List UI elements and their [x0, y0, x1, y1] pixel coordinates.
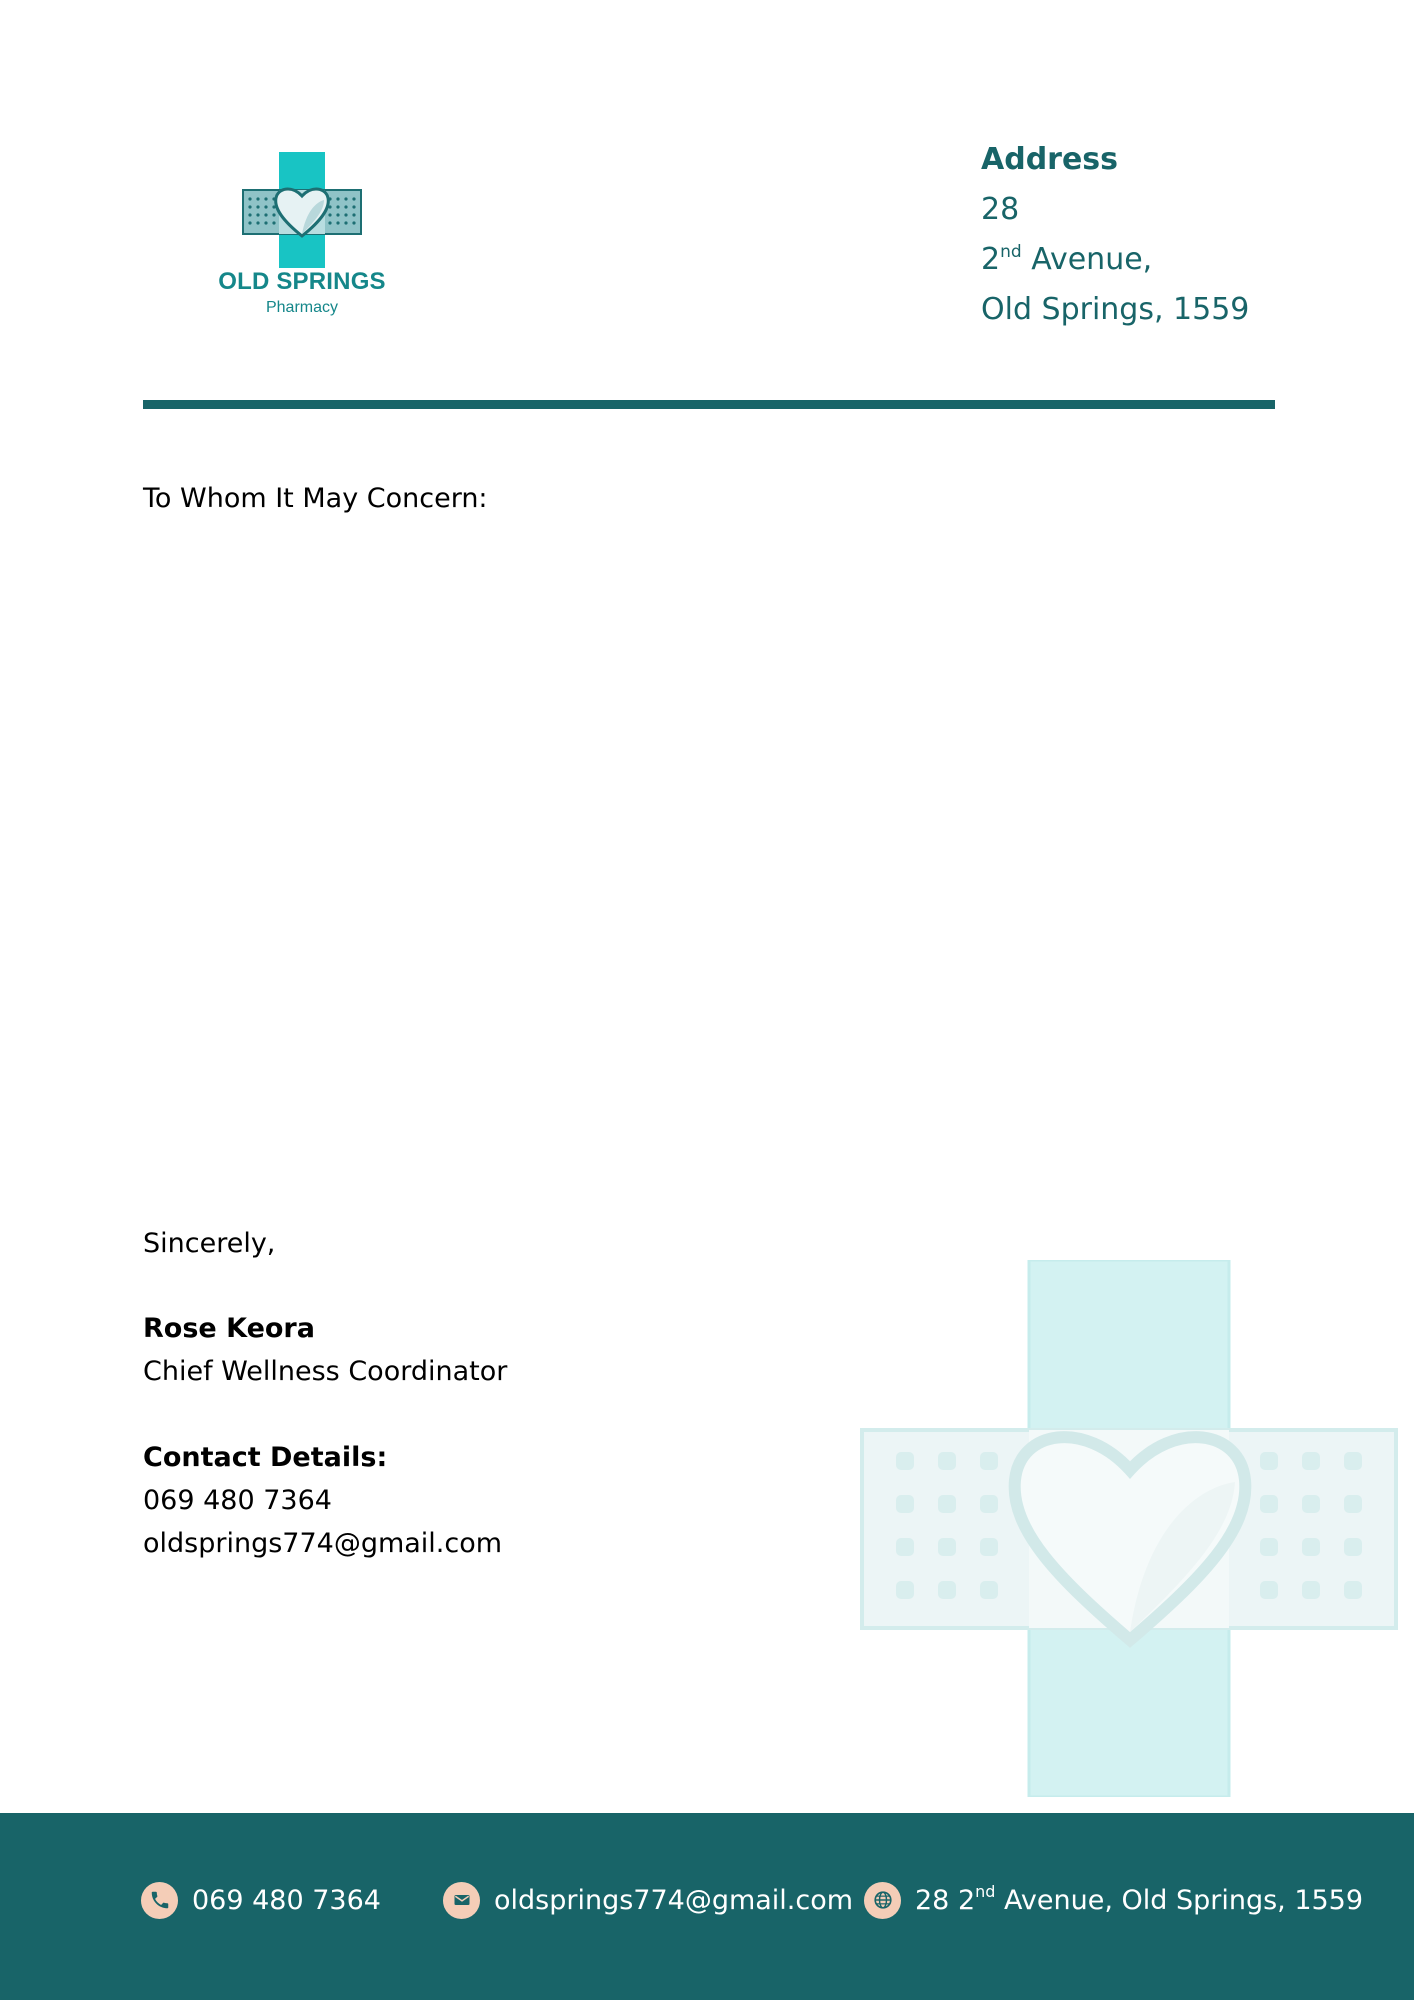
address-street-name: Avenue,: [1021, 242, 1153, 277]
letter-greeting: To Whom It May Concern:: [143, 483, 488, 514]
cross-heart-watermark-icon: [860, 1260, 1400, 1797]
header-divider: [143, 400, 1275, 409]
signer-title: Chief Wellness Coordinator: [143, 1356, 508, 1387]
footer-email-text: oldsprings774@gmail.com: [494, 1884, 854, 1916]
footer-phone-text: 069 480 7364: [192, 1884, 381, 1916]
signer-name: Rose Keora: [143, 1313, 315, 1344]
contact-heading: Contact Details:: [143, 1442, 388, 1473]
address-heading: Address: [981, 142, 1119, 177]
footer-address-rest: Avenue, Old Springs, 1559: [995, 1884, 1364, 1916]
address-line-2: [981, 235, 1249, 285]
footer-bar: [0, 1813, 1414, 2000]
footer-address: [864, 1880, 1363, 1920]
footer-address-suffix: nd: [975, 1881, 996, 1901]
footer-phone[interactable]: [141, 1880, 381, 1920]
footer-address-prefix: 28 2: [915, 1884, 976, 1916]
contact-phone: 069 480 7364: [143, 1485, 332, 1516]
globe-icon: [864, 1882, 901, 1919]
address-block: [981, 135, 1249, 335]
address-street-number: 2: [981, 242, 1001, 277]
mail-icon: [443, 1882, 480, 1919]
phone-icon: [141, 1882, 178, 1919]
address-ordinal-suffix: nd: [1000, 242, 1022, 262]
contact-email[interactable]: oldsprings774@gmail.com: [143, 1528, 503, 1559]
logo-tagline: Pharmacy: [265, 299, 339, 316]
pharmacy-logo: [212, 148, 392, 323]
logo-name: OLD SPRINGS: [218, 268, 386, 295]
letter-closing: Sincerely,: [143, 1228, 276, 1259]
address-line-1: 28: [981, 192, 1020, 227]
footer-email[interactable]: [443, 1880, 853, 1920]
footer-address-text: [915, 1881, 1364, 1916]
pharmacy-cross-heart-icon: [212, 148, 392, 268]
address-line-3: Old Springs, 1559: [981, 292, 1250, 327]
